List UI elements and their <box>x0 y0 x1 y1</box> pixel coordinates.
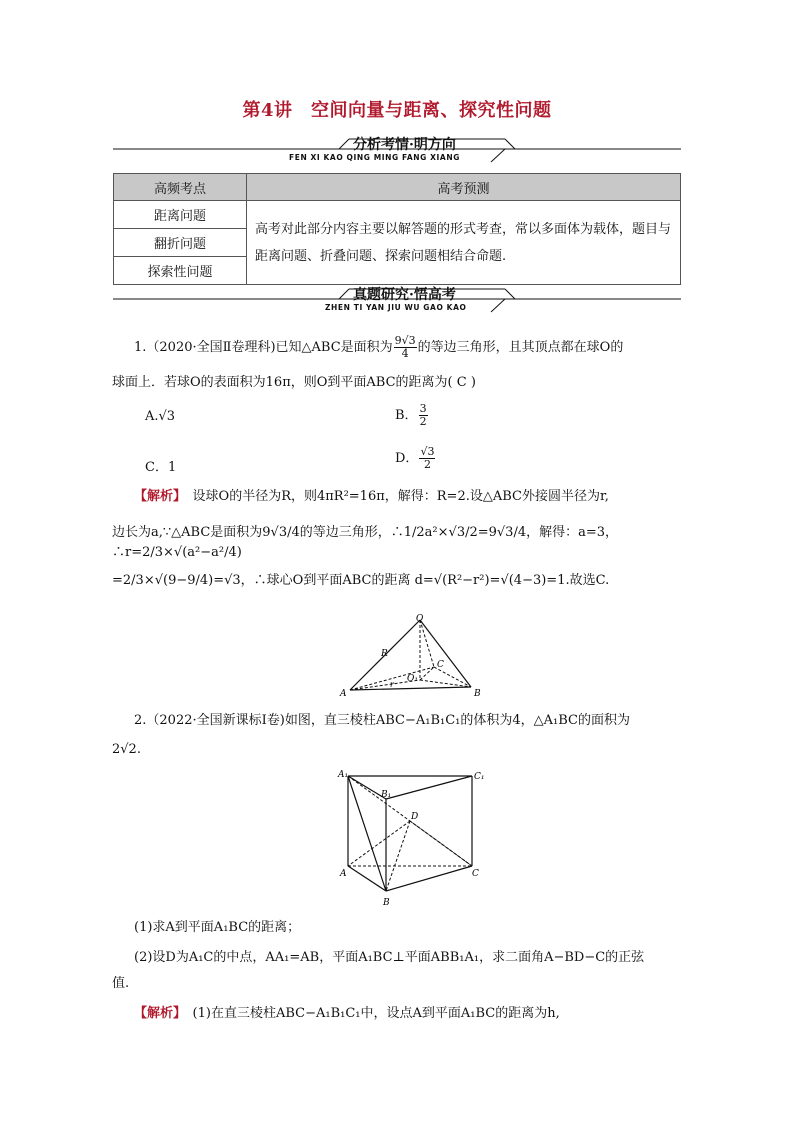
question-1-line-1: 1.（2020·全国Ⅱ卷理科)已知△ABC是面积为 $\frac{9√3}{4}$ 的等边三角形，且其顶点都在球O的 <box>134 334 624 360</box>
point-label: B <box>383 898 390 908</box>
point-label: A₁ <box>338 770 349 780</box>
table-header-forecast: 高考预测 <box>247 174 681 201</box>
option-b: B． $\frac{3}{2}$ <box>395 402 427 428</box>
topic-cell: 探索性问题 <box>114 257 247 285</box>
prism-figure <box>336 769 496 914</box>
section-header-exam-study <box>113 286 681 316</box>
point-label: R <box>381 649 388 659</box>
section-header-analysis <box>113 136 681 166</box>
area-fraction: $\frac{9√3}{4}$ <box>394 334 416 360</box>
point-label: B <box>474 689 481 699</box>
solution-2-line-1: 【解析】 (1)在直三棱柱ABC−A₁B₁C₁中，设点A到平面A₁BC的距离为h, <box>134 1006 560 1021</box>
question-2-part-2-end: 值. <box>112 976 130 991</box>
solution-1-line-2: 边长为a,∵△ABC是面积为9√3/4的等边三角形，∴1/2a²×√3/2=9√3/4，解得：a=3，∴r=2/3×√(a²−a²/4) <box>112 525 619 560</box>
question-2-line-1: 2.（2022·全国新课标Ⅰ卷)如图，直三棱柱ABC−A₁B₁C₁的体积为4，△A₁BC的面积为 <box>134 713 630 728</box>
section-title: 真题研究·悟高考 <box>353 287 456 303</box>
point-label: C₁ <box>474 772 485 782</box>
solution-1-line-1: 【解析】 设球O的半径为R，则4πR²=16π，解得：R=2.设△ABC外接圆半径为r, <box>134 489 609 504</box>
topic-cell: 距离问题 <box>114 201 247 229</box>
section-pinyin: ZHEN TI YAN JIU WU GAO KAO <box>325 303 467 312</box>
question-1-line-2: 球面上．若球O的表面积为16π，则O到平面ABC的距离为( C ) <box>112 375 476 390</box>
exam-forecast-table <box>113 173 681 285</box>
point-label: r <box>390 680 394 689</box>
point-label: O <box>416 614 424 624</box>
section-pinyin: FEN XI KAO QING MING FANG XIANG <box>289 153 460 162</box>
table-header-topics: 高频考点 <box>114 174 247 201</box>
point-label: A <box>340 689 347 699</box>
point-label: C <box>437 660 444 670</box>
point-label: B₁ <box>381 790 392 800</box>
point-label: D <box>411 812 419 822</box>
section-title: 分析考情·明方向 <box>353 137 456 153</box>
question-2-line-2: 2√2. <box>112 742 141 757</box>
topic-cell: 翻折问题 <box>114 229 247 257</box>
point-label: O₁ <box>407 674 418 684</box>
analysis-tag: 【解析】 <box>134 489 180 504</box>
option-d: D． $\frac{√3}{2}$ <box>395 445 435 471</box>
sphere-tetrahedron-figure <box>338 612 488 702</box>
question-2-part-1: (1)求A到平面A₁BC的距离； <box>134 920 301 935</box>
page-title: 第4讲 空间向量与距离、探究性问题 <box>242 100 552 121</box>
option-c: C．1 <box>145 460 177 475</box>
point-label: A <box>340 869 347 879</box>
analysis-tag: 【解析】 <box>134 1006 180 1021</box>
option-a: A.√3 <box>145 409 176 424</box>
solution-1-line-3: =2/3×√(9−9/4)=√3，∴球心O到平面ABC的距离 d=√(R²−r²)=√(4−3)=1.故选C. <box>112 573 610 588</box>
point-label: C <box>472 869 479 879</box>
question-2-part-2: (2)设D为A₁C的中点，AA₁=AB，平面A₁BC⊥平面ABB₁A₁，求二面角A−BD−C的正弦 <box>134 950 645 965</box>
forecast-text: 高考对此部分内容主要以解答题的形式考查，常以多面体为载体，题目与距离问题、折叠问题、探索问题相结合命题. <box>247 201 681 285</box>
